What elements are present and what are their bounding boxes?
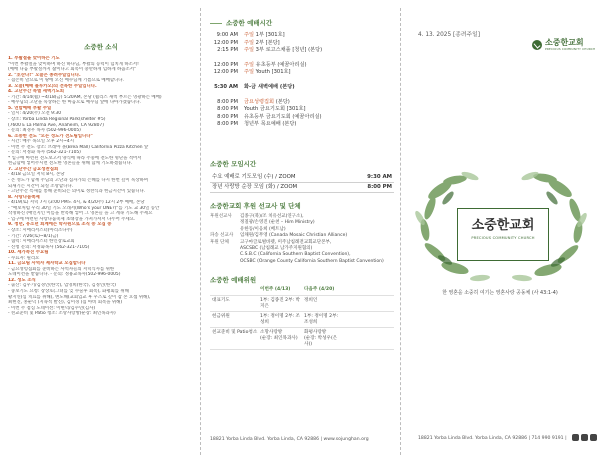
news-detail: - 시간: 매주 목요일 오후 2시~4시 — [8, 139, 74, 145]
worship-time: 9:00 AM — [216, 32, 238, 38]
worship-service-name: 주일 — [244, 69, 255, 76]
servers-row — [210, 328, 394, 350]
news-detail: - 온 성도가 함께 주님의 고난과 십자가의 은혜를 다시 한번 깊이 묵상하며 — [8, 178, 148, 184]
staff-role: 후원선교사 — [210, 213, 232, 219]
servers-cell: 1부: 정이명 2부: 조성희 — [260, 314, 300, 325]
servers-title — [210, 275, 394, 284]
church-motto: 한 영혼을 소중히 여기는 영혼사랑 공동체 (사 43:1-4) — [442, 290, 558, 296]
news-heading: 11. 금요팀 사역자 제자학교 모집합니다 — [8, 261, 86, 267]
news-detail: (예배 다음 부활절까지 삶이나고 회복이 충만하게 임하게 하옵소서" — [8, 67, 137, 73]
worship-title — [210, 18, 394, 27]
news-detail: "이번 부활절을 맞이하며 하신 하나님, 부활의 능력이 넘치게 하소서! — [8, 61, 139, 67]
cover-title: 소중한교회 — [471, 218, 535, 233]
news-heading: 6. 소중한 전도 "모든 성도가 전도팀입니다" — [8, 133, 93, 139]
bulletin-date: 4. 13. 2025 [종려주일] — [418, 32, 480, 38]
servers-header — [210, 286, 394, 296]
worship-row — [210, 69, 394, 77]
worship-location: Youth [301호] — [254, 69, 291, 76]
worship-time: 12:00 PM — [213, 69, 238, 76]
servers-title-text: 소중한 예배위원 — [210, 276, 257, 285]
worship-name — [244, 69, 291, 77]
news-heading: 2. "호산나!" 오늘은 종려주일입니다. — [8, 72, 81, 78]
worship-row — [210, 47, 394, 55]
servers-cell: 대표기도 — [212, 297, 230, 303]
news-detail: - 4/18 금요일 저녁 8시, 본당 — [8, 172, 65, 178]
news-detail: - 일시: 4/20(주) 오전 9:30 — [8, 111, 61, 117]
news-detail: - 4/19(토) 저녁 7시 (3:00 PM도 4시, & 4/20주) 12시 2부 예배, 본당 — [8, 200, 145, 206]
staff-role: 후원 단체 — [210, 239, 229, 245]
worship-row — [210, 106, 394, 114]
staff-title-text: 소중한교회 후원 선교사 및 단체 — [210, 201, 301, 210]
servers-cell: 소망사랑방 (순장: 최인목과사) — [260, 330, 298, 341]
staff-name: 유한동/이응희 (베트남) — [240, 226, 286, 232]
news-heading: 3. 오늘(예배 블루카오)의 전목한 주일입니다. — [8, 83, 97, 89]
news-detail: - 협력: 시애리서스터 한인장로교회 — [8, 239, 75, 245]
news-heading: 10. 세가족진 수요팀 — [8, 250, 49, 256]
worship-location: 1부 [301호] — [254, 32, 285, 38]
news-detail: - 이번 주 점심 도네이션: 이현덕/김수민(김사) — [8, 305, 96, 311]
news-heading: 12. 성도 소식 — [8, 277, 36, 283]
youtube-icon[interactable] — [581, 434, 588, 441]
group-name: 장년 사랑방 순장 모임 (화) / ZOOM — [212, 183, 298, 190]
title-rule — [210, 23, 222, 24]
servers-cell — [342, 328, 378, 349]
worship-name — [244, 121, 296, 129]
servers-row — [210, 312, 394, 328]
group-time: 9:30 AM — [367, 173, 392, 180]
schedule-panel — [200, 0, 400, 463]
news-list — [8, 56, 194, 317]
worship-location: (본당) — [274, 98, 290, 105]
news-heading: 5. 연합예배 부활 주일 — [8, 105, 52, 111]
worship-name — [244, 32, 285, 40]
news-detail: 최현진, 홍순덕 (지속적 발진), 김미경 (집 아비 회복을 위해) — [8, 300, 123, 306]
staff-role: 파송 선교사 — [210, 233, 234, 239]
staff-role — [210, 259, 240, 265]
group-time: 8:00 PM — [367, 183, 392, 190]
worship-row — [210, 121, 394, 129]
news-detail: 황지연(심 치료를 위해), 변도해(교회입교 후 우즈로 깊이 잠 본 요셉 위해), — [8, 294, 151, 300]
worship-title-text: 소중한 예배시간 — [226, 19, 273, 27]
facebook-icon[interactable] — [572, 434, 579, 441]
news-detail: - 입구에 마련된 사랑나눔축제 초대장을 가져가셔서 나누어 주세요. — [8, 216, 136, 222]
news-detail: - 출산: 김우기/김경인(한국), 엄영희(한국), 김정인(한국) — [8, 283, 117, 289]
worship-time: 8:00 PM — [217, 113, 238, 120]
worship-location: 화-금 새벽예배 (본당) — [244, 83, 295, 90]
news-detail: 되새기는 시간이 되실 소망합니다. — [8, 183, 73, 189]
news-detail: - 예수님의 고난을 묵상하는 한 마음으로 예수님 앞에 나아가겠습니다. — [8, 100, 141, 106]
servers-table — [210, 286, 394, 350]
worship-service-name: 금요성령집회 — [244, 98, 275, 105]
worship-time: 2:15 PM — [217, 47, 238, 54]
worship-service-name: 주일 — [244, 39, 255, 46]
news-detail: - 중보기도 요청: 장상호(그녀를 잊 수술후 회복), 화평회를 위해 — [8, 288, 129, 294]
news-detail: - 이번 주 전도 장소: 브레아 몰(Brea Mall) California Pizza Kitchen 앞 — [8, 144, 149, 150]
church-logo — [532, 39, 595, 51]
cover-title-box — [457, 208, 549, 261]
worship-location: 유초등부 (예꿈아리실) — [254, 61, 307, 68]
news-detail: - 수료자: 필리요 — [8, 255, 40, 261]
news-heading: 4. 고난주간 특별 새벽기도회 — [8, 89, 64, 95]
news-detail: 헌금함에 넣어주시면 전도한 영혼들을 위해 함께 기도하겠습니다. — [8, 161, 133, 167]
news-detail: 도네이션을 받습니다. - 문의: 정용교목사(502-996-0005) — [8, 272, 121, 278]
staff-name: 김종구(북)/조 치유선교(연구소), — [240, 213, 304, 219]
logo-icon — [532, 40, 542, 50]
news-detail: - 장소: 시애리서스터(아리조나주) — [8, 227, 73, 233]
servers-header-cell — [342, 286, 378, 295]
worship-time: 12:00 PM — [213, 61, 238, 68]
worship-location: 청년부 목요예배 (본당) — [244, 121, 297, 128]
servers-header-cell: 이번주 (4/13) — [260, 287, 291, 293]
worship-service-name: 주일 — [244, 47, 255, 54]
news-detail: - 고난주간 특새를 통해 준비되는 의미로 성찬식과 헌금시간이 있습니다. — [8, 189, 146, 195]
worship-time: 12:00 PM — [213, 39, 238, 46]
worship-service-name: 주일 — [244, 61, 255, 68]
servers-cell — [342, 312, 378, 327]
worship-service-name: 주일 — [244, 32, 255, 38]
news-heading: 8. 사랑나눔축제 — [8, 194, 40, 200]
news-heading: 1. 부활절을 맞이하는 기도 — [8, 56, 60, 61]
news-detail: - 문의: 서정화 목사 (562-321-7105) — [8, 150, 81, 156]
group-row — [210, 173, 394, 183]
worship-location: 2부 [본당] — [254, 39, 280, 46]
cover-subtitle: PRECIOUS COMMUNITY CHURCH — [471, 236, 535, 240]
worship-name — [244, 84, 295, 92]
cover-panel — [400, 0, 600, 463]
worship-location: Youth 금요기도회 [301호] — [244, 106, 306, 113]
worship-row — [210, 114, 394, 122]
group-title-text: 소중한 모임시간 — [210, 159, 257, 168]
servers-cell: 헌금위원 — [212, 314, 230, 320]
servers-cell: 친교준비 및 Patio청소 — [212, 330, 258, 336]
news-detail: - 겸손히 말으로 이 땅에 오신 예수님께 기쁨으로 예배합니다. — [8, 78, 124, 84]
worship-row — [210, 62, 394, 70]
group-row — [210, 183, 394, 193]
news-detail: - 금요성령집회를 준비하는 사역자들의 저녁식사를 위한 — [8, 266, 115, 272]
staff-name: OCSBC (Orange County California Southern Baptist Convention) — [240, 258, 384, 264]
news-detail: 작정하신 (애인지인 이름을 반복해 넣어 그 영혼들 을 고 계속 기도해 주세요 — [8, 211, 153, 217]
staff-name: C.S.B.C (California Southern Baptist Convention), — [240, 252, 351, 258]
servers-cell: 정희인 — [304, 297, 318, 303]
news-heading: 7. 고난주간 금요성찬집회 — [8, 166, 59, 172]
servers-cell: 1부: 김종진 2부: 박지은 — [260, 297, 300, 309]
staff-name: 정칠광/손영진 (순천 – Him Ministry) — [240, 220, 315, 226]
staff-row — [210, 259, 394, 265]
worship-row — [210, 32, 394, 40]
church-address: 18821 Yorba Linda Blvd. Yorba Linda, CA 92886 | www.sojunghan.org — [210, 437, 369, 442]
staff-name: 고구마글로벌바렛, 미주남침례전교회교단본부, — [240, 239, 332, 245]
servers-cell: 화평사랑방 (순장: 박성우(은사)) — [304, 330, 338, 347]
news-detail: - 장소: Yorba Linda Regional Park(shelter #5) — [8, 117, 106, 123]
worship-time: 8:00 PM — [217, 98, 238, 105]
worship-time: 8:00 PM — [217, 121, 238, 128]
group-name: 수요 예배로 기도모임 (수) / ZOOM — [212, 173, 296, 180]
news-detail: - 기간: 7/26(토)~8/1(금) — [8, 233, 59, 239]
news-detail: - 친교준비 및 Patio 청소: 소망사랑방(순장: 최인목과사) — [8, 311, 116, 317]
cover-address: 18821 Yorba Linda Blvd. Yorba Linda, CA 92886 | 714 990 9191 | — [418, 436, 567, 441]
news-detail: - 신청 문의: 서정화목사 (562-321-7105) — [8, 244, 90, 250]
worship-row — [210, 84, 394, 92]
staff-title — [210, 201, 394, 210]
news-heading: 9. 청년, 유소년 회계에는 학사원으로 조직 중 모집 중 — [8, 222, 112, 228]
news-panel — [0, 0, 200, 463]
group-title — [210, 159, 394, 168]
servers-cell: 1부: 정이명 2부: 조성희 — [304, 314, 339, 325]
news-detail: (7600 E La Palma Ave, Anaheim, CA 92807) — [8, 122, 104, 128]
servers-header-cell: 다음주 (4/20) — [304, 287, 335, 293]
worship-time: 5:30 AM — [214, 83, 238, 90]
worship-location: 3부 로고스채플 [청년] (본당) — [254, 47, 323, 54]
group-list — [210, 173, 394, 193]
staff-list — [210, 214, 394, 265]
logo-name-en: PRECIOUS COMMUNITY CHURCH — [545, 47, 596, 51]
servers-cell — [342, 296, 378, 311]
news-detail: * 입구에 마련된 전도보고서 양식에 따라 주중에 전도한 명단을 적어서 — [8, 155, 142, 161]
logo-name-ko: 소중한교회 — [545, 38, 584, 47]
instagram-icon[interactable] — [590, 434, 597, 441]
servers-row — [210, 296, 394, 312]
worship-name — [244, 47, 322, 55]
worship-location: 유초등부 금요기도회 (예꿈아리실) — [244, 113, 322, 120]
worship-name — [244, 106, 306, 114]
news-detail: - "애보처럼 우리 30일 기도 오래서(Who's your ONE?)"를 기도 교 30일 동안 — [8, 205, 160, 211]
staff-name: ASCSBC (남침례교 남가주지원협의) — [240, 245, 313, 251]
news-title: 소중한 소식 — [84, 43, 118, 51]
news-detail: - 문의: 최경우 목사 (502-996-0005) — [8, 128, 81, 134]
worship-time: 8:00 PM — [217, 106, 238, 113]
worship-list — [210, 32, 394, 129]
staff-name: 임채원/김무영 (Canada Mosaic Christian Alliance) — [240, 233, 348, 239]
news-detail: - 기간: 4/14(월) ~4/18(금) 5:20AM, 본당 (월리스 새벽 부르는 영광하는 예배) — [8, 94, 162, 100]
servers-header-cell — [210, 286, 258, 295]
